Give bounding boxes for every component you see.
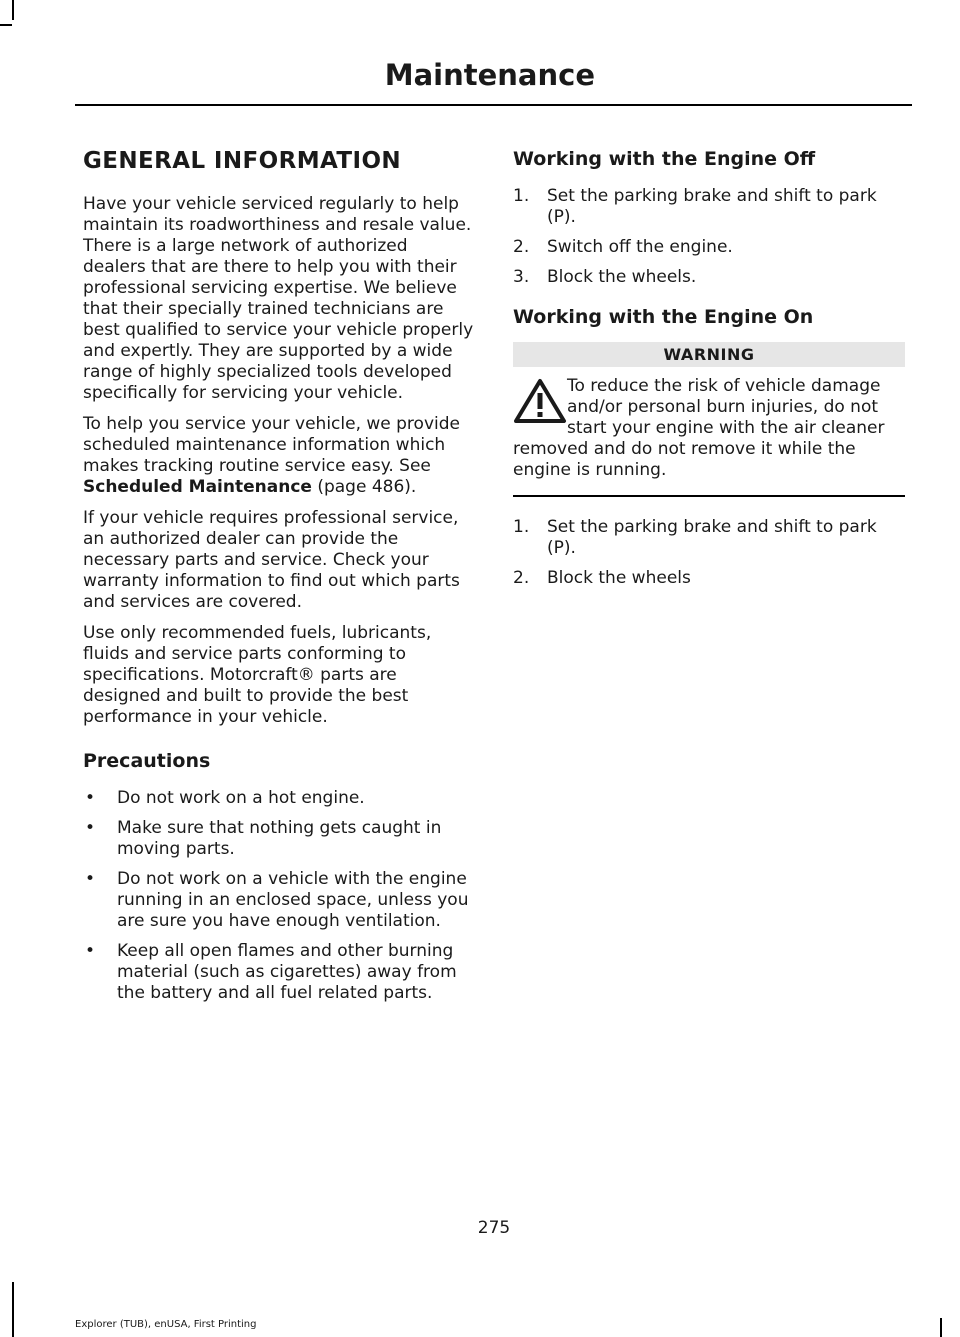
list-item [513,267,905,288]
step-text: Block the wheels [547,568,691,588]
engine-on-steps [513,517,905,589]
crop-mark-top-left [12,0,14,20]
list-item-text: Make sure that nothing gets caught in moving parts. [117,818,442,859]
warning-rule [513,495,905,497]
bullet-marker: • [85,941,96,961]
left-column [83,140,475,1013]
paragraph-recommended-parts: Use only recommended fuels, lubricants, fluids and service parts conforming to specifications. Motorcraft® parts are designed and built to provide the best performance in your vehicle. [83,623,432,727]
list-item [513,568,905,589]
step-number: 1. [513,186,530,206]
page-number: 275 [477,1218,511,1238]
crop-mark-bottom-right [940,1318,942,1337]
warning-box [513,376,905,481]
bullet-marker: • [85,869,96,889]
list-item-text: Do not work on a hot engine. [117,788,365,808]
step-number: 3. [513,267,530,287]
step-number: 2. [513,568,530,588]
scheduled-maintenance-link[interactable]: Scheduled Maintenance [83,477,312,497]
step-text: Switch off the engine. [547,237,733,257]
paragraph-scheduled-maintenance [83,414,475,498]
crop-mark-top-left-h [0,24,12,26]
bullet-marker: • [85,788,96,808]
header-rule [75,104,912,106]
precautions-list [83,788,475,1004]
subheading-engine-off: Working with the Engine Off [513,148,816,170]
list-item [83,818,475,860]
list-item [513,186,905,228]
section-heading-general-information: GENERAL INFORMATION [83,148,402,174]
subheading-precautions: Precautions [83,750,211,772]
right-column [513,140,905,598]
step-text: Block the wheels. [547,267,697,287]
warning-label: WARNING [663,345,755,364]
paragraph-professional-service: If your vehicle requires professional service, an authorized dealer can provide the necessary parts and service. Check your warranty information to find out which parts and services are covered. [83,508,460,612]
warning-banner [513,342,905,367]
step-number: 1. [513,517,530,537]
list-item [513,237,905,258]
step-text: Set the parking brake and shift to park (P). [547,517,877,558]
paragraph-text: To help you service your vehicle, we provide scheduled maintenance information which makes tracking routine service easy. See [83,414,460,476]
list-item [83,941,475,1004]
step-number: 2. [513,237,530,257]
crop-mark-bottom-left [12,1282,14,1337]
bullet-marker: • [85,818,96,838]
step-text: Set the parking brake and shift to park (P). [547,186,877,227]
list-item-text: Keep all open flames and other burning material (such as cigarettes) away from the battery and all fuel related parts. [117,941,457,1003]
paragraph-service-regularly: Have your vehicle serviced regularly to help maintain its roadworthiness and resale value. There is a large network of authorized dealers that are there to help you with their professional servicing expertise. We believe that their specially trained technicians are best qualified to service your vehicle properly and expertly. They are supported by a wide range of highly specialized tools developed specifically for servicing your vehicle. [83,194,474,403]
warning-text: To reduce the risk of vehicle damage and/or personal burn injuries, do not start your engine with the air cleaner removed and do not remove it while the engine is running. [513,376,885,480]
list-item [83,788,475,809]
page-header-title: Maintenance [384,58,595,92]
footer-text: Explorer (TUB), enUSA, First Printing [75,1319,257,1330]
list-item-text: Do not work on a vehicle with the engine running in an enclosed space, unless you are sure you have enough ventilation. [117,869,469,931]
warning-triangle-icon [513,378,567,424]
list-item [513,517,905,559]
page-reference: (page 486). [311,477,417,497]
subheading-engine-on: Working with the Engine On [513,306,814,328]
list-item [83,869,475,932]
engine-off-steps [513,186,905,288]
